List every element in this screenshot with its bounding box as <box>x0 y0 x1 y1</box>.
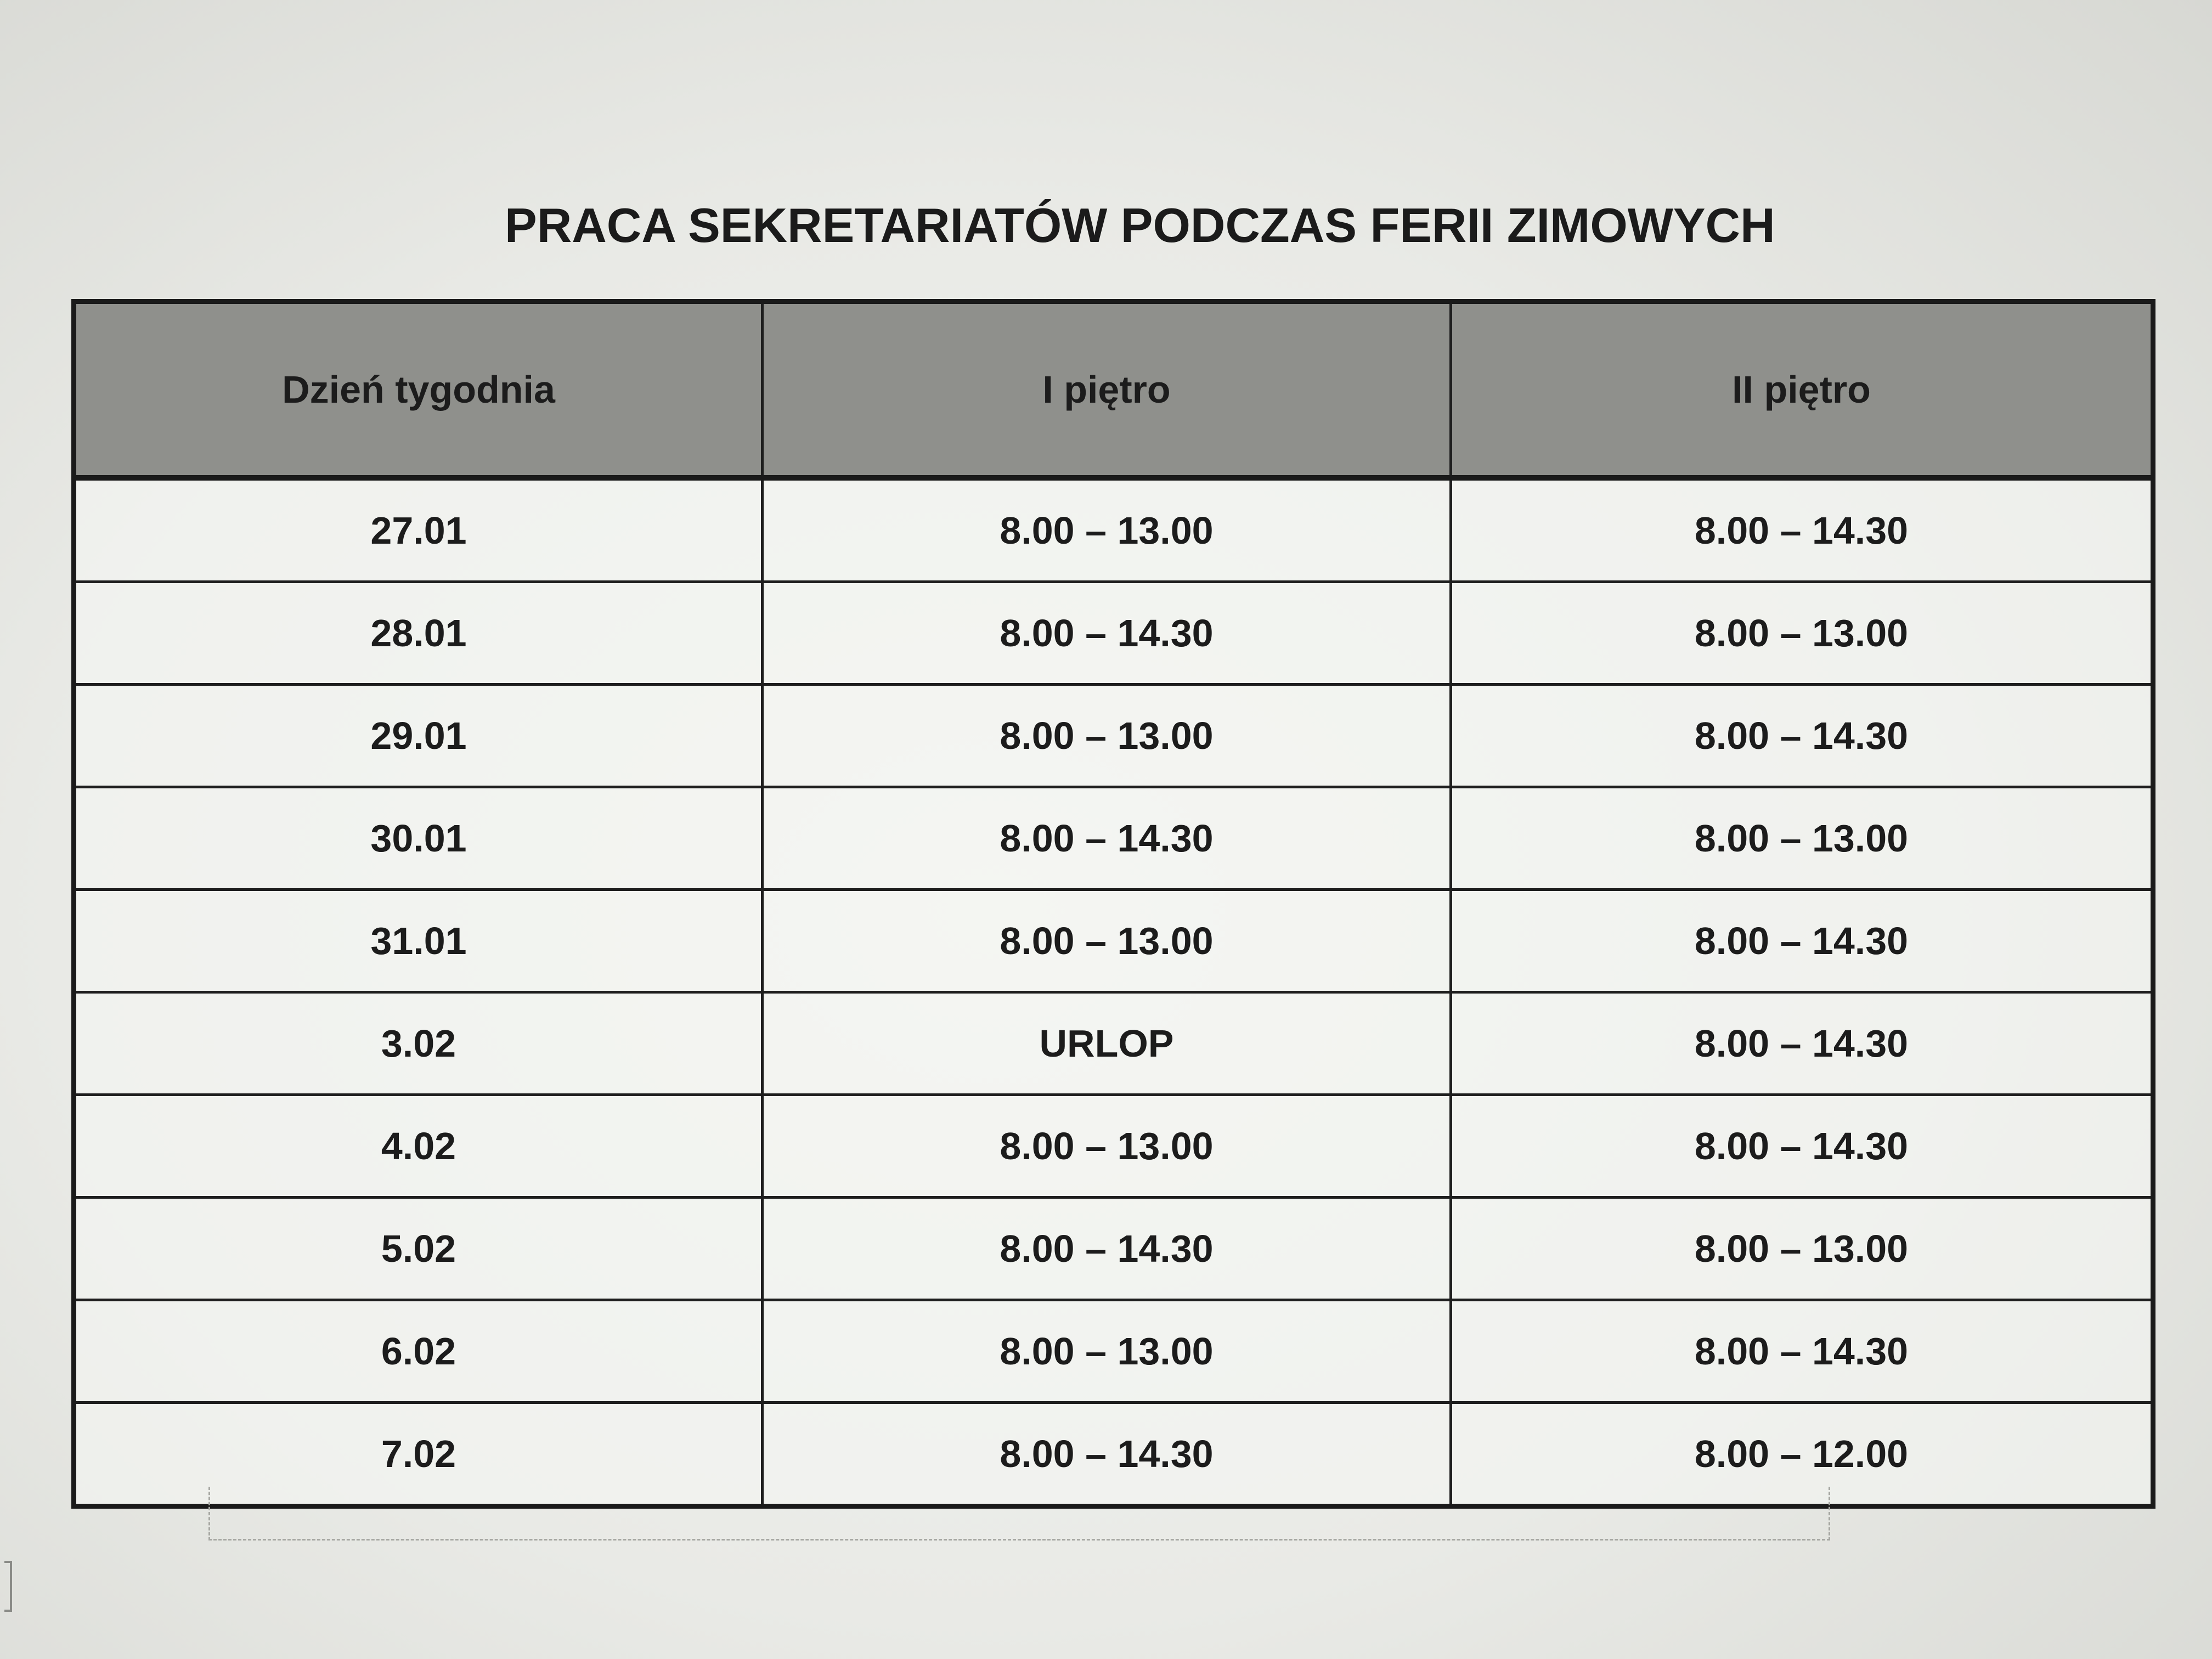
first-floor-hours-cell: URLOP <box>763 992 1451 1095</box>
day-cell: 28.01 <box>74 582 763 685</box>
second-floor-hours-cell: 8.00 – 13.00 <box>1451 582 2153 685</box>
second-floor-hours-cell: 8.00 – 14.30 <box>1451 992 2153 1095</box>
header-second-floor: II piętro <box>1451 302 2153 478</box>
second-floor-hours-cell: 8.00 – 14.30 <box>1451 890 2153 992</box>
page-title: PRACA SEKRETARIATÓW PODCZAS FERII ZIMOWYCH <box>505 198 1775 252</box>
day-cell: 3.02 <box>74 992 763 1095</box>
day-cell: 30.01 <box>74 787 763 890</box>
day-cell: 27.01 <box>74 478 763 582</box>
first-floor-hours-cell: 8.00 – 14.30 <box>763 1403 1451 1506</box>
header-day: Dzień tygodnia <box>74 302 763 478</box>
table-row <box>74 1300 2153 1403</box>
day-cell: 29.01 <box>74 685 763 787</box>
first-floor-hours-cell: 8.00 – 14.30 <box>763 1198 1451 1300</box>
first-floor-hours-cell: 8.00 – 14.30 <box>763 787 1451 890</box>
table-row <box>74 1198 2153 1300</box>
second-floor-hours-cell: 8.00 – 13.00 <box>1451 1198 2153 1300</box>
table-row <box>74 685 2153 787</box>
second-floor-hours-cell: 8.00 – 12.00 <box>1451 1403 2153 1506</box>
first-floor-hours-cell: 8.00 – 13.00 <box>763 685 1451 787</box>
header-first-floor: I piętro <box>763 302 1451 478</box>
day-cell: 5.02 <box>74 1198 763 1300</box>
day-cell: 31.01 <box>74 890 763 992</box>
day-cell: 4.02 <box>74 1095 763 1198</box>
second-floor-hours-cell: 8.00 – 14.30 <box>1451 685 2153 787</box>
table-body <box>74 478 2153 1506</box>
text-box-guide <box>208 1487 1830 1541</box>
table-header <box>74 302 2153 478</box>
day-cell: 6.02 <box>74 1300 763 1403</box>
schedule-table <box>71 299 2155 1509</box>
text-cursor-icon <box>4 1561 12 1612</box>
first-floor-hours-cell: 8.00 – 13.00 <box>763 1300 1451 1403</box>
day-cell: 7.02 <box>74 1403 763 1506</box>
first-floor-hours-cell: 8.00 – 14.30 <box>763 582 1451 685</box>
second-floor-hours-cell: 8.00 – 13.00 <box>1451 787 2153 890</box>
second-floor-hours-cell: 8.00 – 14.30 <box>1451 1300 2153 1403</box>
second-floor-hours-cell: 8.00 – 14.30 <box>1451 1095 2153 1198</box>
table-row <box>74 478 2153 582</box>
second-floor-hours-cell: 8.00 – 14.30 <box>1451 478 2153 582</box>
table-row <box>74 1095 2153 1198</box>
table-row <box>74 582 2153 685</box>
table-row <box>74 787 2153 890</box>
table-row <box>74 992 2153 1095</box>
first-floor-hours-cell: 8.00 – 13.00 <box>763 890 1451 992</box>
first-floor-hours-cell: 8.00 – 13.00 <box>763 1095 1451 1198</box>
header-row <box>74 302 2153 478</box>
table-row <box>74 890 2153 992</box>
first-floor-hours-cell: 8.00 – 13.00 <box>763 478 1451 582</box>
